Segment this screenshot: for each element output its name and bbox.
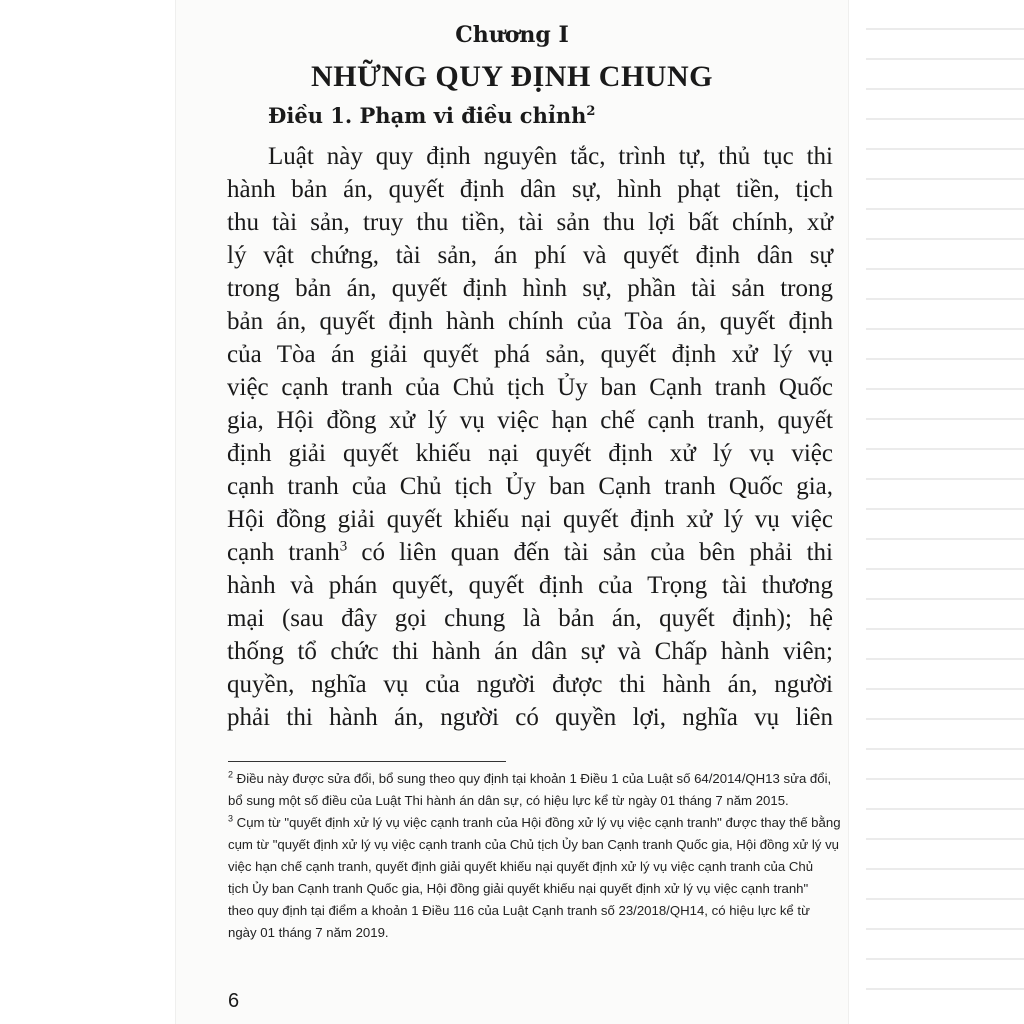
body-line: định giải quyết khiếu nại quyết định xử lý vụ việc xyxy=(227,440,833,467)
body-line: quyền, nghĩa vụ của người được thi hành án, người xyxy=(227,671,833,698)
footnote-mark: 3 xyxy=(228,813,234,824)
body-line: hành bản án, quyết định dân sự, hình phạt tiền, tịch xyxy=(227,176,833,203)
footnote-line: bổ sung một số điều của Luật Thi hành án dân sự, có hiệu lực kể từ ngày 01 tháng 7 năm 2015. xyxy=(228,793,789,808)
body-line: mại (sau đây gọi chung là bản án, quyết định); hệ xyxy=(227,605,833,632)
body-line: việc cạnh tranh của Chủ tịch Ủy ban Cạnh tranh Quốc xyxy=(227,374,833,401)
body-line: bản án, quyết định hành chính của Tòa án, quyết định xyxy=(227,308,833,335)
chapter-title: NHỮNG QUY ĐỊNH CHUNG xyxy=(311,60,713,93)
footnote-line: ngày 01 tháng 7 năm 2019. xyxy=(228,925,389,940)
body-line: Luật này quy định nguyên tắc, trình tự, thủ tục thi xyxy=(268,143,833,170)
article-heading xyxy=(268,103,595,128)
footnote-line xyxy=(228,812,841,834)
body-line-part: cạnh tranh xyxy=(227,539,340,566)
footnote-line: tịch Ủy ban Cạnh tranh Quốc gia, Hội đồng giải quyết khiếu nại quyết định xử lý vụ việc cạnh tranh" xyxy=(228,881,809,896)
footnote-line: việc hạn chế cạnh tranh, quyết định giải quyết khiếu nại quyết định xử lý vụ việc cạnh tranh của Chủ xyxy=(228,859,814,874)
page-number: 6 xyxy=(228,990,240,1012)
footnote-line xyxy=(228,768,832,790)
chapter-label: Chương I xyxy=(455,22,569,48)
body-line: Hội đồng giải quyết khiếu nại quyết định xử lý vụ việc xyxy=(227,506,833,533)
footnote-divider xyxy=(228,761,506,762)
footnote-text: Cụm từ "quyết định xử lý vụ việc cạnh tranh của Hội đồng xử lý vụ việc cạnh tranh" được thay thế bằng xyxy=(233,815,841,830)
body-line: của Tòa án giải quyết phá sản, quyết định xử lý vụ xyxy=(227,341,833,368)
body-line-with-note xyxy=(227,536,833,569)
footnote-mark: 2 xyxy=(228,769,234,780)
body-line: phải thi hành án, người có quyền lợi, nghĩa vụ liên xyxy=(227,704,833,731)
article-heading-text: Điều 1. Phạm vi điều chỉnh xyxy=(268,103,587,128)
footnote-line: cụm từ "quyết định xử lý vụ việc cạnh tranh của Chủ tịch Ủy ban Cạnh tranh Quốc gia, Hội đồng xử lý vụ xyxy=(228,837,839,852)
body-line: hành và phán quyết, quyết định của Trọng tài thương xyxy=(227,572,833,599)
show-through-texture xyxy=(866,28,1024,1008)
footnotes xyxy=(228,768,841,944)
body-line-part: có liên quan đến tài sản của bên phải thi xyxy=(347,539,834,566)
article-body xyxy=(227,140,833,734)
body-line: cạnh tranh của Chủ tịch Ủy ban Cạnh tranh Quốc gia, xyxy=(227,473,833,500)
body-line: lý vật chứng, tài sản, án phí và quyết định dân sự xyxy=(227,242,833,269)
footnote-ref-2[interactable]: 2 xyxy=(586,104,596,119)
body-line: trong bản án, quyết định hình sự, phần tài sản trong xyxy=(227,275,833,302)
footnote-ref-3[interactable]: 3 xyxy=(339,538,348,555)
body-line: gia, Hội đồng xử lý vụ việc hạn chế cạnh tranh, quyết xyxy=(227,407,833,434)
body-line: thống tổ chức thi hành án dân sự và Chấp hành viên; xyxy=(227,638,833,665)
body-line: thu tài sản, truy thu tiền, tài sản thu lợi bất chính, xử xyxy=(227,209,833,236)
footnote-text: Điều này được sửa đổi, bổ sung theo quy định tại khoản 1 Điều 1 của Luật số 64/2014/QH13 sửa đổi, xyxy=(233,771,832,786)
footnote-line: theo quy định tại điểm a khoản 1 Điều 116 của Luật Cạnh tranh số 23/2018/QH14, có hiệu lực kể từ xyxy=(228,903,810,918)
